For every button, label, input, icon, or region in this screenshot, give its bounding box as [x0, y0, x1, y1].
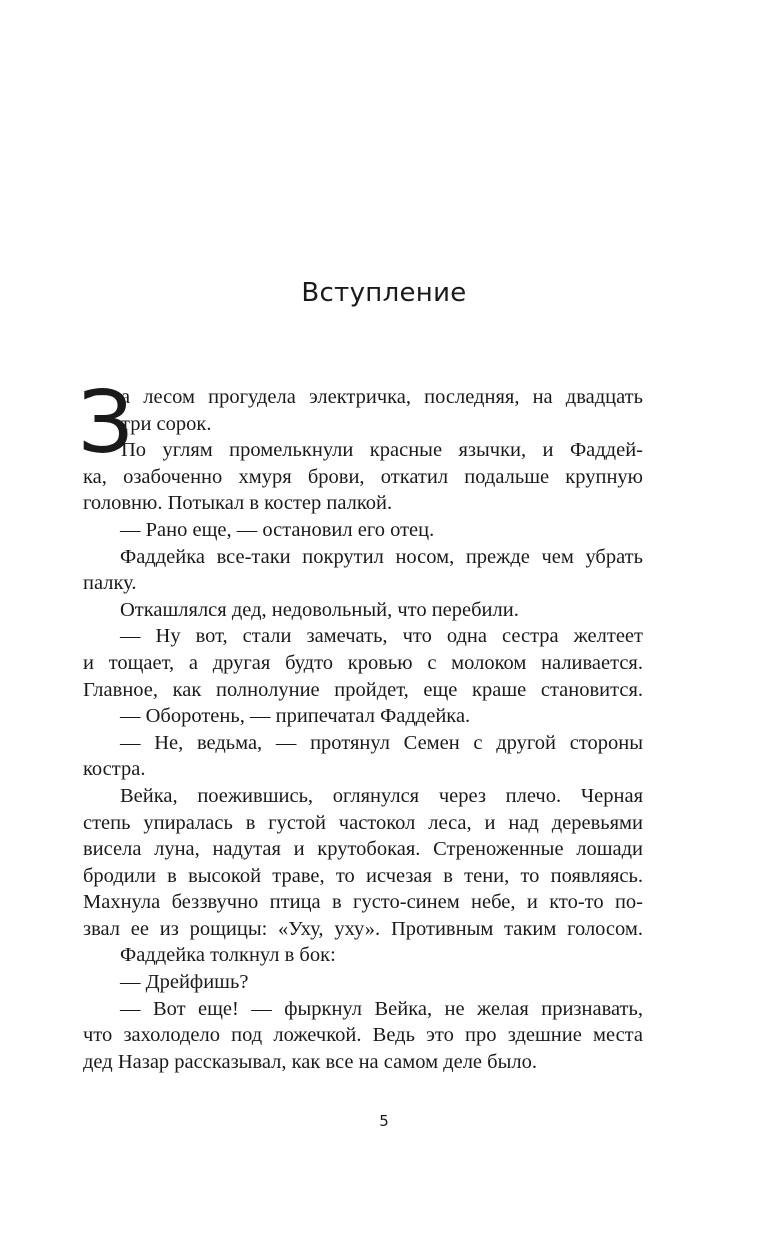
text-line: — Дрейфишь? [120, 971, 249, 994]
text-line: палку. [83, 572, 137, 595]
drop-cap: З [78, 373, 134, 473]
text-line: — Рано еще, — остановил его отец. [120, 518, 435, 541]
text-line: звал ее из рощицы: «Уху, уху». Противным таким голосом. [83, 917, 643, 940]
text-line: Фаддейка все-таки покрутил носом, прежде чем убрать [120, 545, 643, 568]
text-line: дед Назар рассказывал, как все на самом деле было. [83, 1050, 537, 1073]
text-line: и тощает, а другая будто кровью с молоком наливается. [83, 651, 643, 674]
text-line: Главное, как полнолуние пройдет, еще краше становится. [83, 678, 643, 701]
text-line: что захолодело под ложечкой. Ведь это про здешние места [83, 1024, 643, 1047]
text-line: степь упиралась в густой частокол леса, и над деревьями [83, 811, 643, 834]
text-line: — Не, ведьма, — протянул Семен с другой стороны [120, 731, 643, 754]
text-line: — Оборотень, — припечатал Фаддейка. [120, 705, 471, 728]
body-text [78, 373, 643, 1075]
text-line: — Ну вот, стали замечать, что одна сестра желтеет [120, 625, 643, 648]
text-line: висела луна, надутая и крутобокая. Стреноженные лошади [83, 838, 643, 861]
text-line: костра. [83, 758, 146, 781]
chapter-title: Вступление [301, 278, 467, 308]
text-line: Откашлялся дед, недовольный, что перебили. [120, 598, 519, 621]
text-line: По углям промелькнули красные язычки, и Фаддей- [121, 439, 643, 462]
text-lines [83, 384, 643, 1075]
text-line: Махнула беззвучно птица в густо-синем небе, и кто-то по- [83, 891, 643, 914]
text-line: головню. Потыкал в костер палкой. [83, 492, 393, 515]
text-line: три сорок. [121, 412, 212, 435]
text-line: Вейка, поежившись, оглянулся через плечо. Черная [120, 784, 643, 807]
text-line: а лесом прогудела электричка, последняя, на двадцать [121, 386, 643, 408]
text-line: бродили в высокой траве, то исчезая в тени, то появляясь. [83, 864, 643, 887]
text-line: — Вот еще! — фыркнул Вейка, не желая признавать, [120, 997, 643, 1020]
text-line: Фаддейка толкнул в бок: [120, 944, 336, 967]
text-line: ка, озабоченно хмуря брови, откатил подальше крупную [83, 465, 643, 488]
page-number: 5 [379, 1112, 389, 1130]
